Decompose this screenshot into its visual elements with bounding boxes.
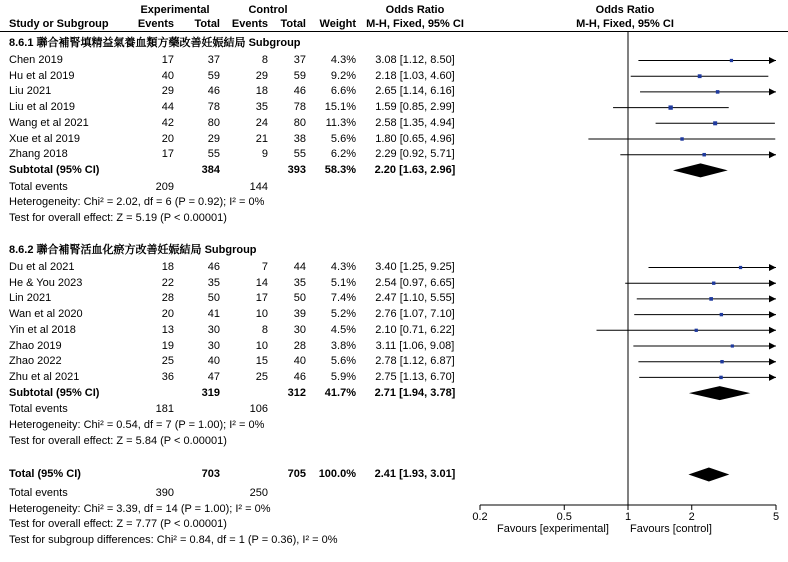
study-ci: 2.76 [1.07, 7.10] <box>375 308 455 321</box>
study-ci: 3.11 [1.06, 9.08] <box>375 339 455 352</box>
study-weight: 6.6% <box>330 85 356 98</box>
subtotal-ci: 2.71 [1.94, 3.78] <box>374 386 456 399</box>
header-odds-ratio: Odds Ratio <box>385 4 445 16</box>
study-total-exp: 35 <box>207 276 220 289</box>
header-method-right: M-H, Fixed, 95% CI <box>576 18 674 30</box>
study-events-ctrl: 8 <box>261 54 268 66</box>
ci-arrow <box>769 311 776 318</box>
point-estimate <box>668 105 672 109</box>
point-estimate <box>695 329 698 332</box>
study-events-exp: 17 <box>161 54 174 66</box>
study-weight: 6.2% <box>330 148 356 161</box>
point-estimate <box>702 153 705 156</box>
ci-arrow <box>769 88 776 95</box>
study-total-ctrl: 44 <box>293 261 306 273</box>
overall-total-exp: 703 <box>201 468 220 480</box>
study-ci: 2.78 [1.12, 6.87] <box>375 355 455 368</box>
study-ci: 2.18 [1.03, 4.60] <box>375 69 455 82</box>
header-study: Study or Subgroup <box>9 18 109 30</box>
heterogeneity-text: Heterogeneity: Chi² = 2.02, df = 6 (P = 0.92); I² = 0% <box>9 196 265 209</box>
study-events-exp: 19 <box>161 339 174 352</box>
study-weight: 5.6% <box>330 355 356 368</box>
study-ci: 1.80 [0.65, 4.96] <box>375 132 455 145</box>
point-estimate <box>713 121 717 125</box>
point-estimate <box>720 360 723 363</box>
study-weight: 5.2% <box>330 308 356 321</box>
study-total-ctrl: 78 <box>293 101 306 114</box>
study-total-exp: 46 <box>207 85 220 98</box>
study-events-exp: 25 <box>161 355 174 368</box>
study-ci: 3.08 [1.12, 8.50] <box>375 54 455 66</box>
header-experimental: Experimental <box>140 4 210 16</box>
study-events-exp: 36 <box>161 370 174 383</box>
point-estimate <box>720 313 723 316</box>
study-events-ctrl: 18 <box>255 85 268 98</box>
total-events-ctrl: 106 <box>249 403 268 416</box>
study-events-ctrl: 15 <box>255 355 268 368</box>
study-weight: 4.3% <box>330 54 356 66</box>
header-total: Total <box>194 18 220 30</box>
overall-effect-text: Test for overall effect: Z = 5.84 (P < 0.00001) <box>9 434 227 447</box>
overall-heterogeneity: Heterogeneity: Chi² = 3.39, df = 14 (P = 1.00); I² = 0% <box>9 502 271 515</box>
header-weight: Weight <box>319 18 356 30</box>
subgroup-title: 8.6.2 聯合補腎活血化瘀方改善妊娠結局 Subgroup <box>9 244 257 256</box>
study-name: Lin 2021 <box>9 292 52 305</box>
study-events-exp: 29 <box>161 85 174 98</box>
study-weight: 5.9% <box>330 370 356 383</box>
study-total-ctrl: 40 <box>293 355 306 368</box>
study-weight: 4.5% <box>330 323 356 336</box>
heterogeneity-text: Heterogeneity: Chi² = 0.54, df = 7 (P = 1.00); I² = 0% <box>9 419 265 431</box>
study-ci: 2.29 [0.92, 5.71] <box>375 148 455 161</box>
study-events-ctrl: 9 <box>261 148 268 161</box>
subtotal-total-exp: 319 <box>201 386 220 399</box>
study-events-ctrl: 24 <box>255 116 268 129</box>
overall-events-ctrl: 250 <box>249 487 268 499</box>
study-ci: 2.65 [1.14, 6.16] <box>375 85 455 98</box>
header-odds-ratio-right: Odds Ratio <box>595 4 655 16</box>
subtotal-weight: 58.3% <box>324 163 356 176</box>
summary-diamond <box>688 468 729 482</box>
study-name: Chen 2019 <box>9 54 63 66</box>
x-tick-label: 5 <box>772 511 780 523</box>
study-events-ctrl: 25 <box>255 370 268 383</box>
study-name: Zhang 2018 <box>9 148 68 161</box>
study-total-ctrl: 28 <box>293 339 306 352</box>
study-ci: 2.54 [0.97, 6.65] <box>375 276 455 289</box>
point-estimate <box>730 59 733 62</box>
total-events-exp: 181 <box>155 403 174 416</box>
study-events-exp: 13 <box>161 323 174 336</box>
study-total-ctrl: 30 <box>293 323 306 336</box>
study-events-ctrl: 7 <box>261 261 268 273</box>
study-total-exp: 40 <box>207 355 220 368</box>
study-events-ctrl: 14 <box>255 276 268 289</box>
overall-effect-text: Test for overall effect: Z = 5.19 (P < 0.00001) <box>9 212 227 224</box>
study-total-exp: 47 <box>207 370 220 383</box>
overall-events-label: Total events <box>9 487 68 499</box>
ci-arrow <box>769 264 776 271</box>
study-total-exp: 41 <box>207 308 220 321</box>
ci-arrow <box>769 57 776 64</box>
study-weight: 11.3% <box>325 116 356 129</box>
total-events-ctrl: 144 <box>249 180 268 193</box>
point-estimate <box>719 376 722 379</box>
ci-arrow <box>769 343 776 350</box>
study-total-exp: 80 <box>207 116 220 129</box>
ci-arrow <box>769 280 776 287</box>
study-name: Yin et al 2018 <box>9 323 76 336</box>
total-events-label: Total events <box>9 180 68 193</box>
study-events-exp: 20 <box>161 308 174 321</box>
study-events-exp: 22 <box>161 276 174 289</box>
study-name: Hu et al 2019 <box>9 69 75 82</box>
x-tick-label: 1 <box>624 511 632 523</box>
point-estimate <box>698 74 702 78</box>
overall-weight: 100.0% <box>318 468 356 480</box>
study-total-exp: 29 <box>207 132 220 145</box>
study-total-ctrl: 37 <box>293 54 306 66</box>
overall-effect: Test for overall effect: Z = 7.77 (P < 0.00001) <box>9 518 227 531</box>
study-total-exp: 30 <box>207 339 220 352</box>
study-name: Liu et al 2019 <box>9 101 76 114</box>
point-estimate <box>712 282 715 285</box>
study-name: Du et al 2021 <box>9 261 75 273</box>
study-total-exp: 55 <box>207 148 220 161</box>
ci-arrow <box>769 327 776 334</box>
study-total-ctrl: 50 <box>293 292 306 305</box>
study-name: Zhu et al 2021 <box>9 370 80 383</box>
study-events-ctrl: 8 <box>261 323 268 336</box>
study-name: Xue et al 2019 <box>9 132 80 145</box>
header-events: Events <box>137 18 174 30</box>
study-weight: 3.8% <box>330 339 356 352</box>
study-events-ctrl: 17 <box>255 292 268 305</box>
ci-arrow <box>769 151 776 158</box>
study-name: Zhao 2022 <box>9 355 62 368</box>
study-total-exp: 59 <box>207 69 220 82</box>
study-ci: 2.10 [0.71, 6.22] <box>375 323 455 336</box>
study-total-ctrl: 46 <box>293 370 306 383</box>
summary-diamond <box>689 386 750 400</box>
subtotal-label: Subtotal (95% CI) <box>9 386 100 399</box>
study-ci: 2.47 [1.10, 5.55] <box>375 292 455 305</box>
subtotal-ci: 2.20 [1.63, 2.96] <box>374 163 456 176</box>
study-events-exp: 28 <box>161 292 174 305</box>
study-total-exp: 30 <box>207 323 220 336</box>
overall-ci: 2.41 [1.93, 3.01] <box>374 468 456 480</box>
study-total-ctrl: 38 <box>293 132 306 145</box>
header-method: M-H, Fixed, 95% CI <box>366 18 464 30</box>
header-control: Control <box>248 4 288 16</box>
subtotal-total-exp: 384 <box>201 163 220 176</box>
total-events-label: Total events <box>9 403 68 416</box>
study-events-ctrl: 29 <box>255 69 268 82</box>
x-tick-label: 0.2 <box>472 511 488 523</box>
study-events-exp: 40 <box>161 69 174 82</box>
study-events-exp: 17 <box>161 148 174 161</box>
study-name: Wang et al 2021 <box>9 116 89 129</box>
study-total-exp: 50 <box>207 292 220 305</box>
point-estimate <box>709 297 713 301</box>
point-estimate <box>731 344 734 347</box>
study-total-ctrl: 80 <box>293 116 306 129</box>
study-weight: 9.2% <box>330 69 356 82</box>
study-name: Liu 2021 <box>9 85 52 98</box>
study-total-ctrl: 55 <box>293 148 306 161</box>
study-weight: 15.1% <box>324 101 356 114</box>
header-events-control: Events <box>231 18 268 30</box>
x-tick-label: 2 <box>688 511 695 523</box>
study-ci: 3.40 [1.25, 9.25] <box>375 261 455 273</box>
study-ci: 2.75 [1.13, 6.70] <box>375 370 455 383</box>
x-tick-label: 0.5 <box>556 511 572 523</box>
subtotal-label: Subtotal (95% CI) <box>9 163 100 176</box>
study-weight: 5.6% <box>330 132 356 145</box>
header-total-control: Total <box>280 18 306 30</box>
study-name: Wan et al 2020 <box>9 308 83 321</box>
study-weight: 5.1% <box>330 276 356 289</box>
study-events-exp: 42 <box>161 116 174 129</box>
summary-diamond <box>673 163 728 177</box>
study-events-ctrl: 10 <box>255 308 268 321</box>
study-total-ctrl: 46 <box>293 85 306 98</box>
study-total-ctrl: 35 <box>293 276 306 289</box>
subgroup-title: 8.6.1 聯合補腎填精益氣養血類方藥改善妊娠結局 Subgroup <box>9 37 301 49</box>
axis-label-control: Favours [control] <box>630 523 712 535</box>
study-total-exp: 78 <box>207 101 220 114</box>
study-name: He & You 2023 <box>9 276 83 289</box>
total-events-exp: 209 <box>155 180 174 193</box>
ci-arrow <box>769 295 776 302</box>
study-weight: 7.4% <box>330 292 356 305</box>
subtotal-total-ctrl: 312 <box>287 386 306 399</box>
axis-label-experimental: Favours [experimental] <box>497 523 609 535</box>
study-total-ctrl: 59 <box>293 69 306 82</box>
study-total-exp: 37 <box>207 54 220 66</box>
subtotal-total-ctrl: 393 <box>287 163 306 176</box>
study-weight: 4.3% <box>330 261 356 273</box>
study-total-ctrl: 39 <box>293 308 306 321</box>
study-ci: 1.59 [0.85, 2.99] <box>375 101 455 114</box>
subgroup-difference: Test for subgroup differences: Chi² = 0.84, df = 1 (P = 0.36), I² = 0% <box>9 534 338 547</box>
point-estimate <box>716 90 720 94</box>
study-name: Zhao 2019 <box>9 339 62 352</box>
study-events-ctrl: 35 <box>255 101 268 114</box>
subtotal-weight: 41.7% <box>324 386 356 399</box>
study-ci: 2.58 [1.35, 4.94] <box>375 116 455 129</box>
overall-events-exp: 390 <box>155 487 174 499</box>
overall-total-ctrl: 705 <box>287 468 306 480</box>
study-events-ctrl: 21 <box>255 132 268 145</box>
study-events-exp: 44 <box>161 101 174 114</box>
study-events-exp: 20 <box>161 132 174 145</box>
study-total-exp: 46 <box>207 261 220 273</box>
ci-arrow <box>769 358 776 365</box>
overall-label: Total (95% CI) <box>9 468 81 480</box>
study-events-ctrl: 10 <box>255 339 268 352</box>
study-events-exp: 18 <box>161 261 174 273</box>
point-estimate <box>680 137 683 140</box>
ci-arrow <box>769 374 776 381</box>
point-estimate <box>739 266 742 269</box>
